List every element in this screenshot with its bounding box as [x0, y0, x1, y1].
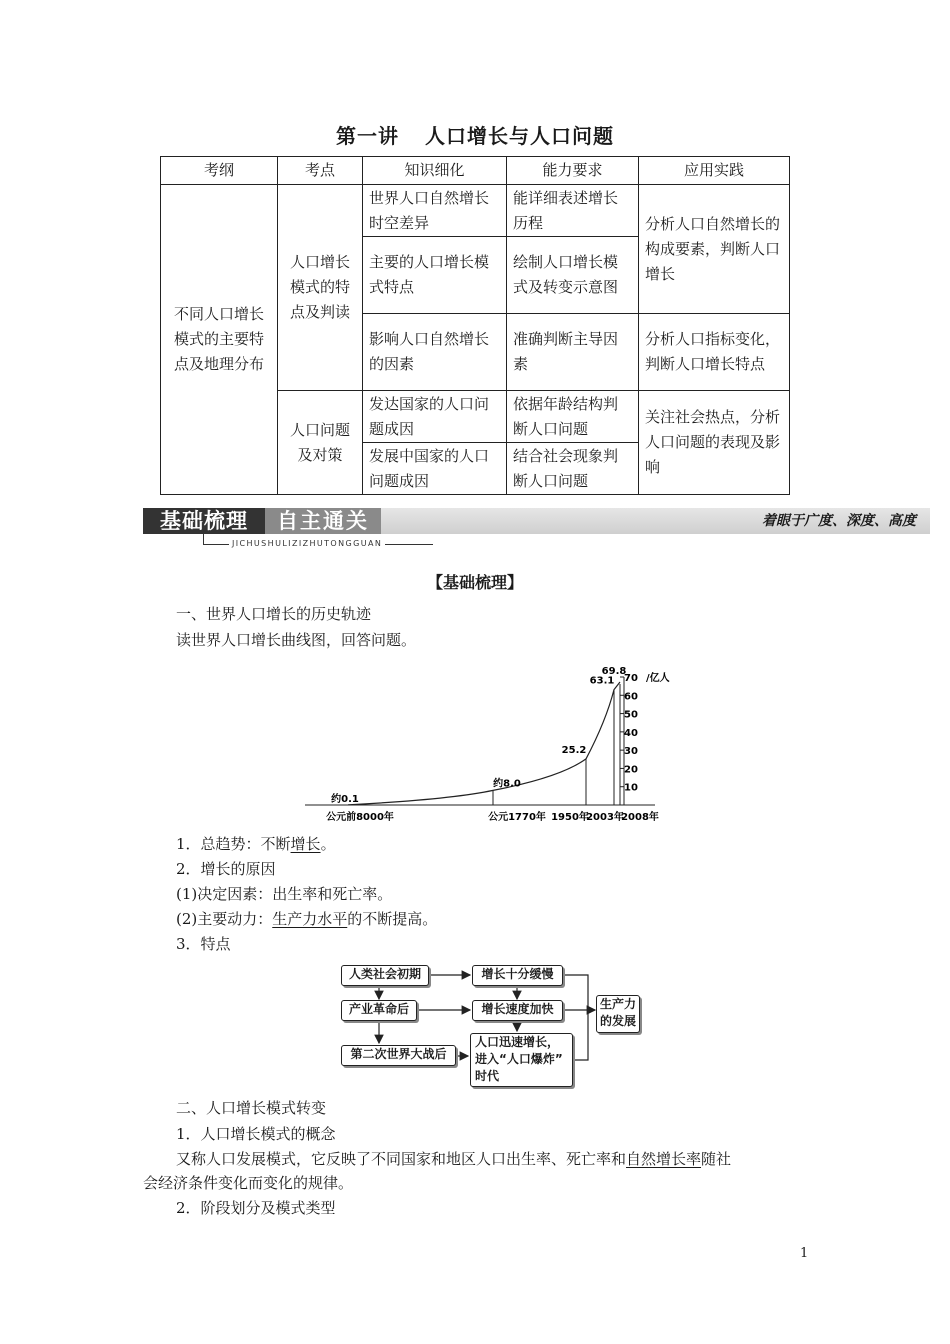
ability-cell: 准确判断主导因素 [507, 314, 639, 391]
s1-line5: 3．特点 [176, 935, 231, 953]
y-tick-label: 60 [624, 691, 638, 703]
title-topic: 人口增长与人口问题 [425, 124, 614, 148]
banner-pinyin: JICHUSHULIZIZHUTONGGUAN [229, 539, 385, 548]
outline-cell: 不同人口增长模式的主要特点及地理分布 [161, 185, 278, 495]
ability-cell: 能详细表述增长历程 [507, 185, 639, 237]
page-number: 1 [800, 1246, 809, 1261]
header-cell: 应用实践 [639, 157, 790, 185]
s2-line4: 2．阶段划分及模式类型 [176, 1199, 336, 1217]
population-curve [348, 682, 620, 805]
text-span: 随社 [701, 1150, 732, 1168]
banner-light-label: 自主通关 [265, 508, 381, 534]
ability-cell: 绘制人口增长模式及转变示意图 [507, 237, 639, 314]
text-span: 。 [320, 835, 336, 853]
s2-line1: 1．人口增长模式的概念 [176, 1125, 336, 1143]
knowledge-cell: 主要的人口增长模式特点 [363, 237, 507, 314]
y-tick-label: 50 [624, 709, 638, 721]
x-tick-label: 2008年 [621, 812, 659, 823]
s1-line1 [176, 834, 336, 854]
ability-cell: 结合社会现象判断人口问题 [507, 443, 639, 495]
section-label: 【基础梳理】 [426, 573, 523, 592]
x-tick-label: 公元前8000年 [326, 812, 394, 823]
data-label: 约0.1 [331, 794, 359, 805]
banner-motto: 着眼于广度、深度、高度 [762, 513, 916, 529]
ability-cell: 依据年龄结构判断人口问题 [507, 391, 639, 443]
text-span: (2)主要动力： [176, 910, 273, 928]
flow-text: 生产力 [599, 997, 636, 1011]
knowledge-cell: 影响人口自然增长的因素 [363, 314, 507, 391]
s1-line4 [176, 909, 437, 929]
header-cell: 知识细化 [363, 157, 507, 185]
header-cell: 考点 [278, 157, 363, 185]
practice-cell: 分析人口自然增长的构成要素，判断人口增长 [639, 185, 790, 314]
y-tick-label: 40 [624, 727, 638, 739]
flow-text: 人口迅速增长， [475, 1035, 560, 1049]
data-label: 63.1 [589, 675, 615, 687]
section-banner [143, 508, 930, 548]
y-tick-label: 70 [624, 673, 638, 684]
flow-text: 的发展 [599, 1014, 636, 1028]
data-label: 25.2 [561, 744, 587, 756]
table-header-row [161, 157, 790, 185]
y-axis-label: /亿人 [646, 673, 670, 684]
knowledge-cell: 发达国家的人口问题成因 [363, 391, 507, 443]
banner-dark-label: 基础梳理 [143, 508, 265, 534]
s1-intro: 读世界人口增长曲线图，回答问题。 [176, 631, 417, 649]
point-cell: 人口问题及对策 [278, 391, 363, 495]
x-tick-label: 1950年 [551, 812, 589, 823]
data-label: 69.8 [601, 666, 627, 677]
flow-box-post-wwii: 第二次世界大战后 [341, 1045, 456, 1066]
data-label: 约8.0 [493, 778, 521, 790]
y-tick-label: 30 [624, 746, 638, 758]
flow-box-early-society: 人类社会初期 [341, 965, 429, 986]
flow-box-very-slow: 增长十分缓慢 [472, 965, 563, 986]
x-tick-label: 2003年 [586, 812, 624, 823]
s1-heading: 一、世界人口增长的历史轨迹 [176, 605, 372, 623]
title-lecture: 第一讲 [336, 124, 399, 148]
y-tick-label: 20 [624, 764, 638, 776]
banner-divider [203, 534, 204, 544]
text-span: 又称人口发展模式，它反映了不同国家和地区人口出生率、死亡率和 [176, 1150, 627, 1168]
flow-box-faster-growth: 增长速度加快 [472, 1000, 563, 1021]
population-chart [300, 655, 680, 827]
text-span: 1．总趋势：不断 [176, 835, 291, 853]
s2-heading: 二、人口增长模式转变 [176, 1099, 327, 1117]
flow-text: 进入“人口爆炸” [475, 1052, 563, 1066]
flow-box-population-explosion [470, 1033, 573, 1087]
s2-line3: 会经济条件变化而变化的规律。 [143, 1174, 354, 1192]
answer-underlined: 增长 [290, 835, 321, 853]
table-row [161, 185, 790, 237]
x-tick-label: 公元1770年 [488, 812, 546, 823]
point-cell: 人口增长模式的特点及判读 [278, 185, 363, 391]
flow-box-industrial-revolution: 产业革命后 [341, 1000, 417, 1021]
practice-cell: 分析人口指标变化，判断人口增长特点 [639, 314, 790, 391]
header-cell: 能力要求 [507, 157, 639, 185]
flow-text: 时代 [475, 1069, 500, 1083]
text-span: 的不断提高。 [347, 910, 438, 928]
answer-underlined: 生产力水平 [272, 910, 348, 928]
answer-underlined: 自然增长率 [626, 1150, 702, 1168]
s1-line2: 2．增长的原因 [176, 860, 276, 878]
header-cell: 考纲 [161, 157, 278, 185]
outline-table [160, 156, 790, 495]
s1-line3: (1)决定因素：出生率和死亡率。 [176, 885, 393, 903]
y-tick-label: 10 [624, 782, 638, 794]
knowledge-cell: 发展中国家的人口问题成因 [363, 443, 507, 495]
knowledge-cell: 世界人口自然增长时空差异 [363, 185, 507, 237]
s2-line2 [176, 1149, 731, 1169]
page-title [0, 120, 950, 149]
practice-cell: 关注社会热点，分析人口问题的表现及影响 [639, 391, 790, 495]
flow-box-productivity [596, 995, 640, 1033]
